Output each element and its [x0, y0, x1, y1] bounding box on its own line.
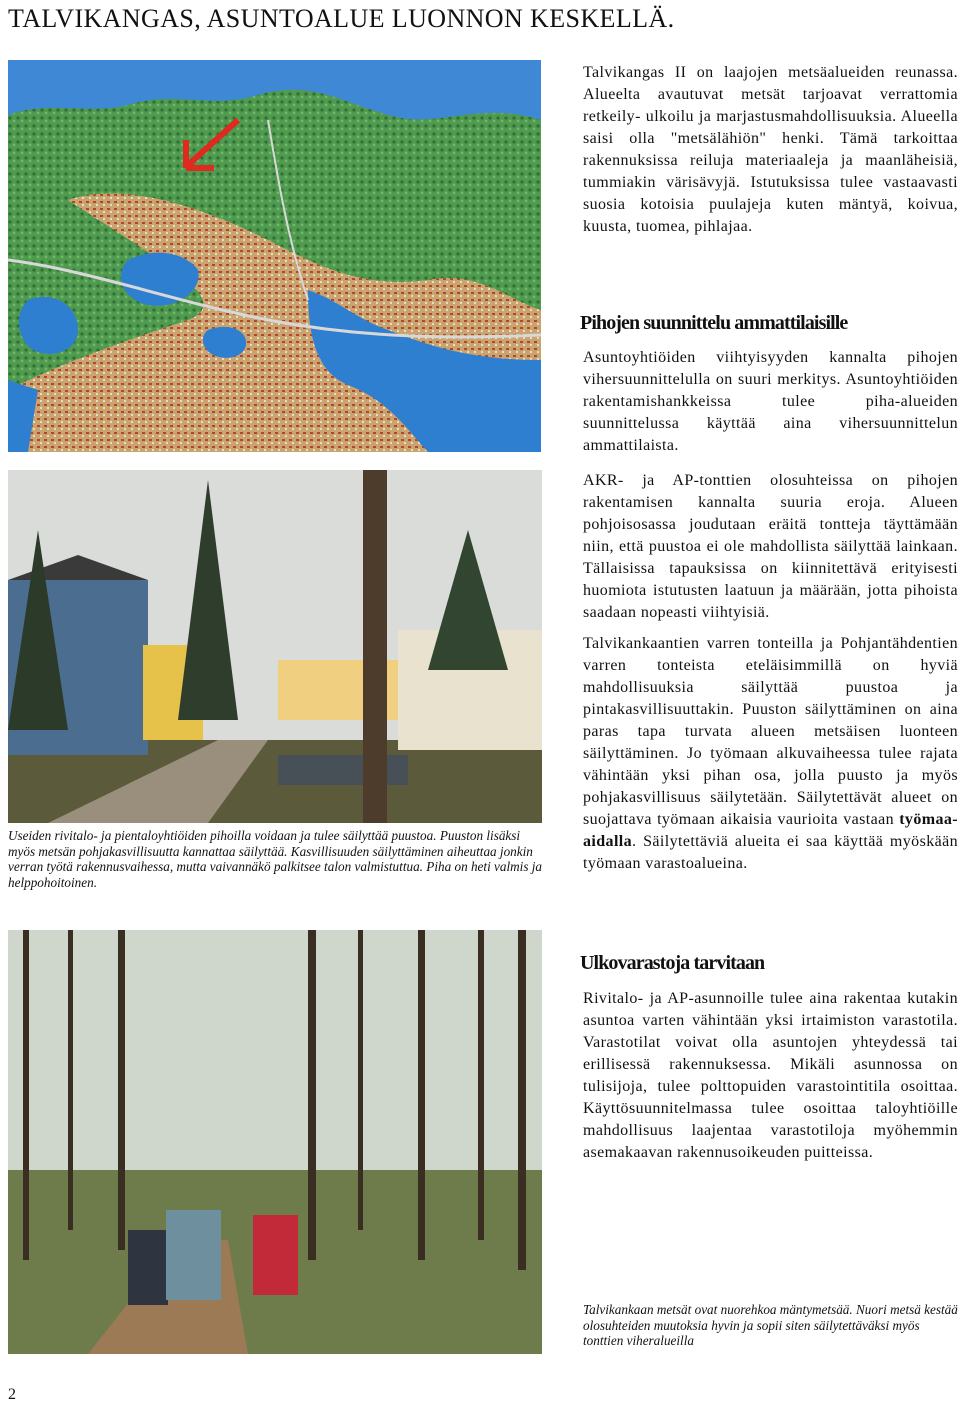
- pine-forest-photo: [8, 930, 542, 1354]
- paragraph-text: . Säilytettäviä alueita ei saa käyttää myöskään työmaan varastoalueina.: [583, 833, 958, 872]
- residential-yard-photo: [8, 470, 542, 823]
- yard-design-paragraph-1: Asuntoyhtiöiden viihtyisyyden kannalta pihojen vihersuunnittelulla on suuri merkitys. Asuntoyhtiöiden rakentamishankkeissa tulee piha-alueiden suunnittelussa käyttää aina vihersuunnittelun ammattilaista.: [583, 349, 958, 454]
- section-heading-yard-design: Pihojen suunnittelu ammattilaisille: [580, 312, 848, 334]
- storage-paragraph: Rivitalo- ja AP-asunnoille tulee aina rakentaa kutakin asuntoa varten vähintään yksi irtaimiston varastotila. Varastotilat voivat olla asuntojen yhteydessä tai erillisessä rakennuksessa. Mikäli asunnossa on tulisijoja, tulee polttopuiden varastointitila osoittaa. Käyttösuunnitelmassa tulee osoittaa taloyhtiöille mahdollisuus laajentaa varastotiloja myöhemmin asemakaavan rakennusoikeuden puitteissa.: [583, 990, 958, 1161]
- page-title: TALVIKANGAS, ASUNTOALUE LUONNON KESKELLÄ.: [8, 4, 675, 33]
- forest-photo-caption: Talvikankaan metsät ovat nuorehkoa mäntymetsää. Nuori metsä kestää olosuhteiden muutoksia hyvin ja sopii siten säilytettäväksi myös tonttien viheralueilla: [583, 1302, 958, 1349]
- yard-photo-caption: Useiden rivitalo- ja pientaloyhtiöiden pihoilla voidaan ja tulee säilyttää puustoa. Puuston lisäksi myös metsän pohjakasvillisuutta kannattaa säilyttää. Kasvillisuuden säilyttäminen aiheuttaa jonkin verran työtä rakennusvaihessa, mutta vaivannäkö palkitsee talon valmistuttua. Piha on heti valmis ja helppohoitoinen.: [8, 828, 543, 890]
- emphasis-text: työmaa-aidalla: [583, 811, 958, 850]
- paragraph-text: Talvikankaantien varren tonteilla ja Pohjantähdentien varren tonteista eteläisimmillä on hyviä mahdollisuuksia säilyttää puustoa ja pintakasvillisuuttakin. Puuston säilyttäminen on aina paras tapa turvata alueen metsäisen luonteen säilyttäminen. Jo työmaan alkuvaiheessa tulee rajata vähintään yksi pihan osa, jolla puusto ja myös pohjakasvillisuus säilytetään. Säilytettävät alueet on suojattava työmaan aikaisia vaurioita vastaan: [583, 635, 958, 828]
- yard-design-paragraph-3: [583, 633, 958, 875]
- aerial-map-image: [8, 60, 541, 452]
- page-number: 2: [8, 1386, 16, 1403]
- intro-paragraph: Talvikangas II on laajojen metsäalueiden reunassa. Alueelta avautuvat metsät tarjoavat verrattomia retkeily- ulkoilu ja marjastusmahdollisuuksia. Alueella saisi olla "metsälähiön" henki. Tämä tarkoittaa rakennuksissa reiluja materiaaleja ja maanläheisiä, tummiakin värisävyjä. Istutuksissa tulee vastaavasti suosia kotoisia puulajeja kuten mäntyä, koivua, kuusta, tuomea, pihlajaa.: [583, 64, 958, 235]
- section-heading-storage: Ulkovarastoja tarvitaan: [580, 952, 765, 974]
- yard-design-paragraph-2: AKR- ja AP-tonttien olosuhteissa on pihojen rakentamisen kannalta suuria eroja. Alueen pohjoisosassa joudutaan eräitä tontteja täyttämään niin, että puustoa ei ole mahdollista säilyttää lainkaan. Tällaisissa tapauksissa on kiinnitettävä erityisesti huomiota istutusten laatuun ja määrään, jotta pihoista saadaan nopeasti viihtyisiä.: [583, 472, 958, 621]
